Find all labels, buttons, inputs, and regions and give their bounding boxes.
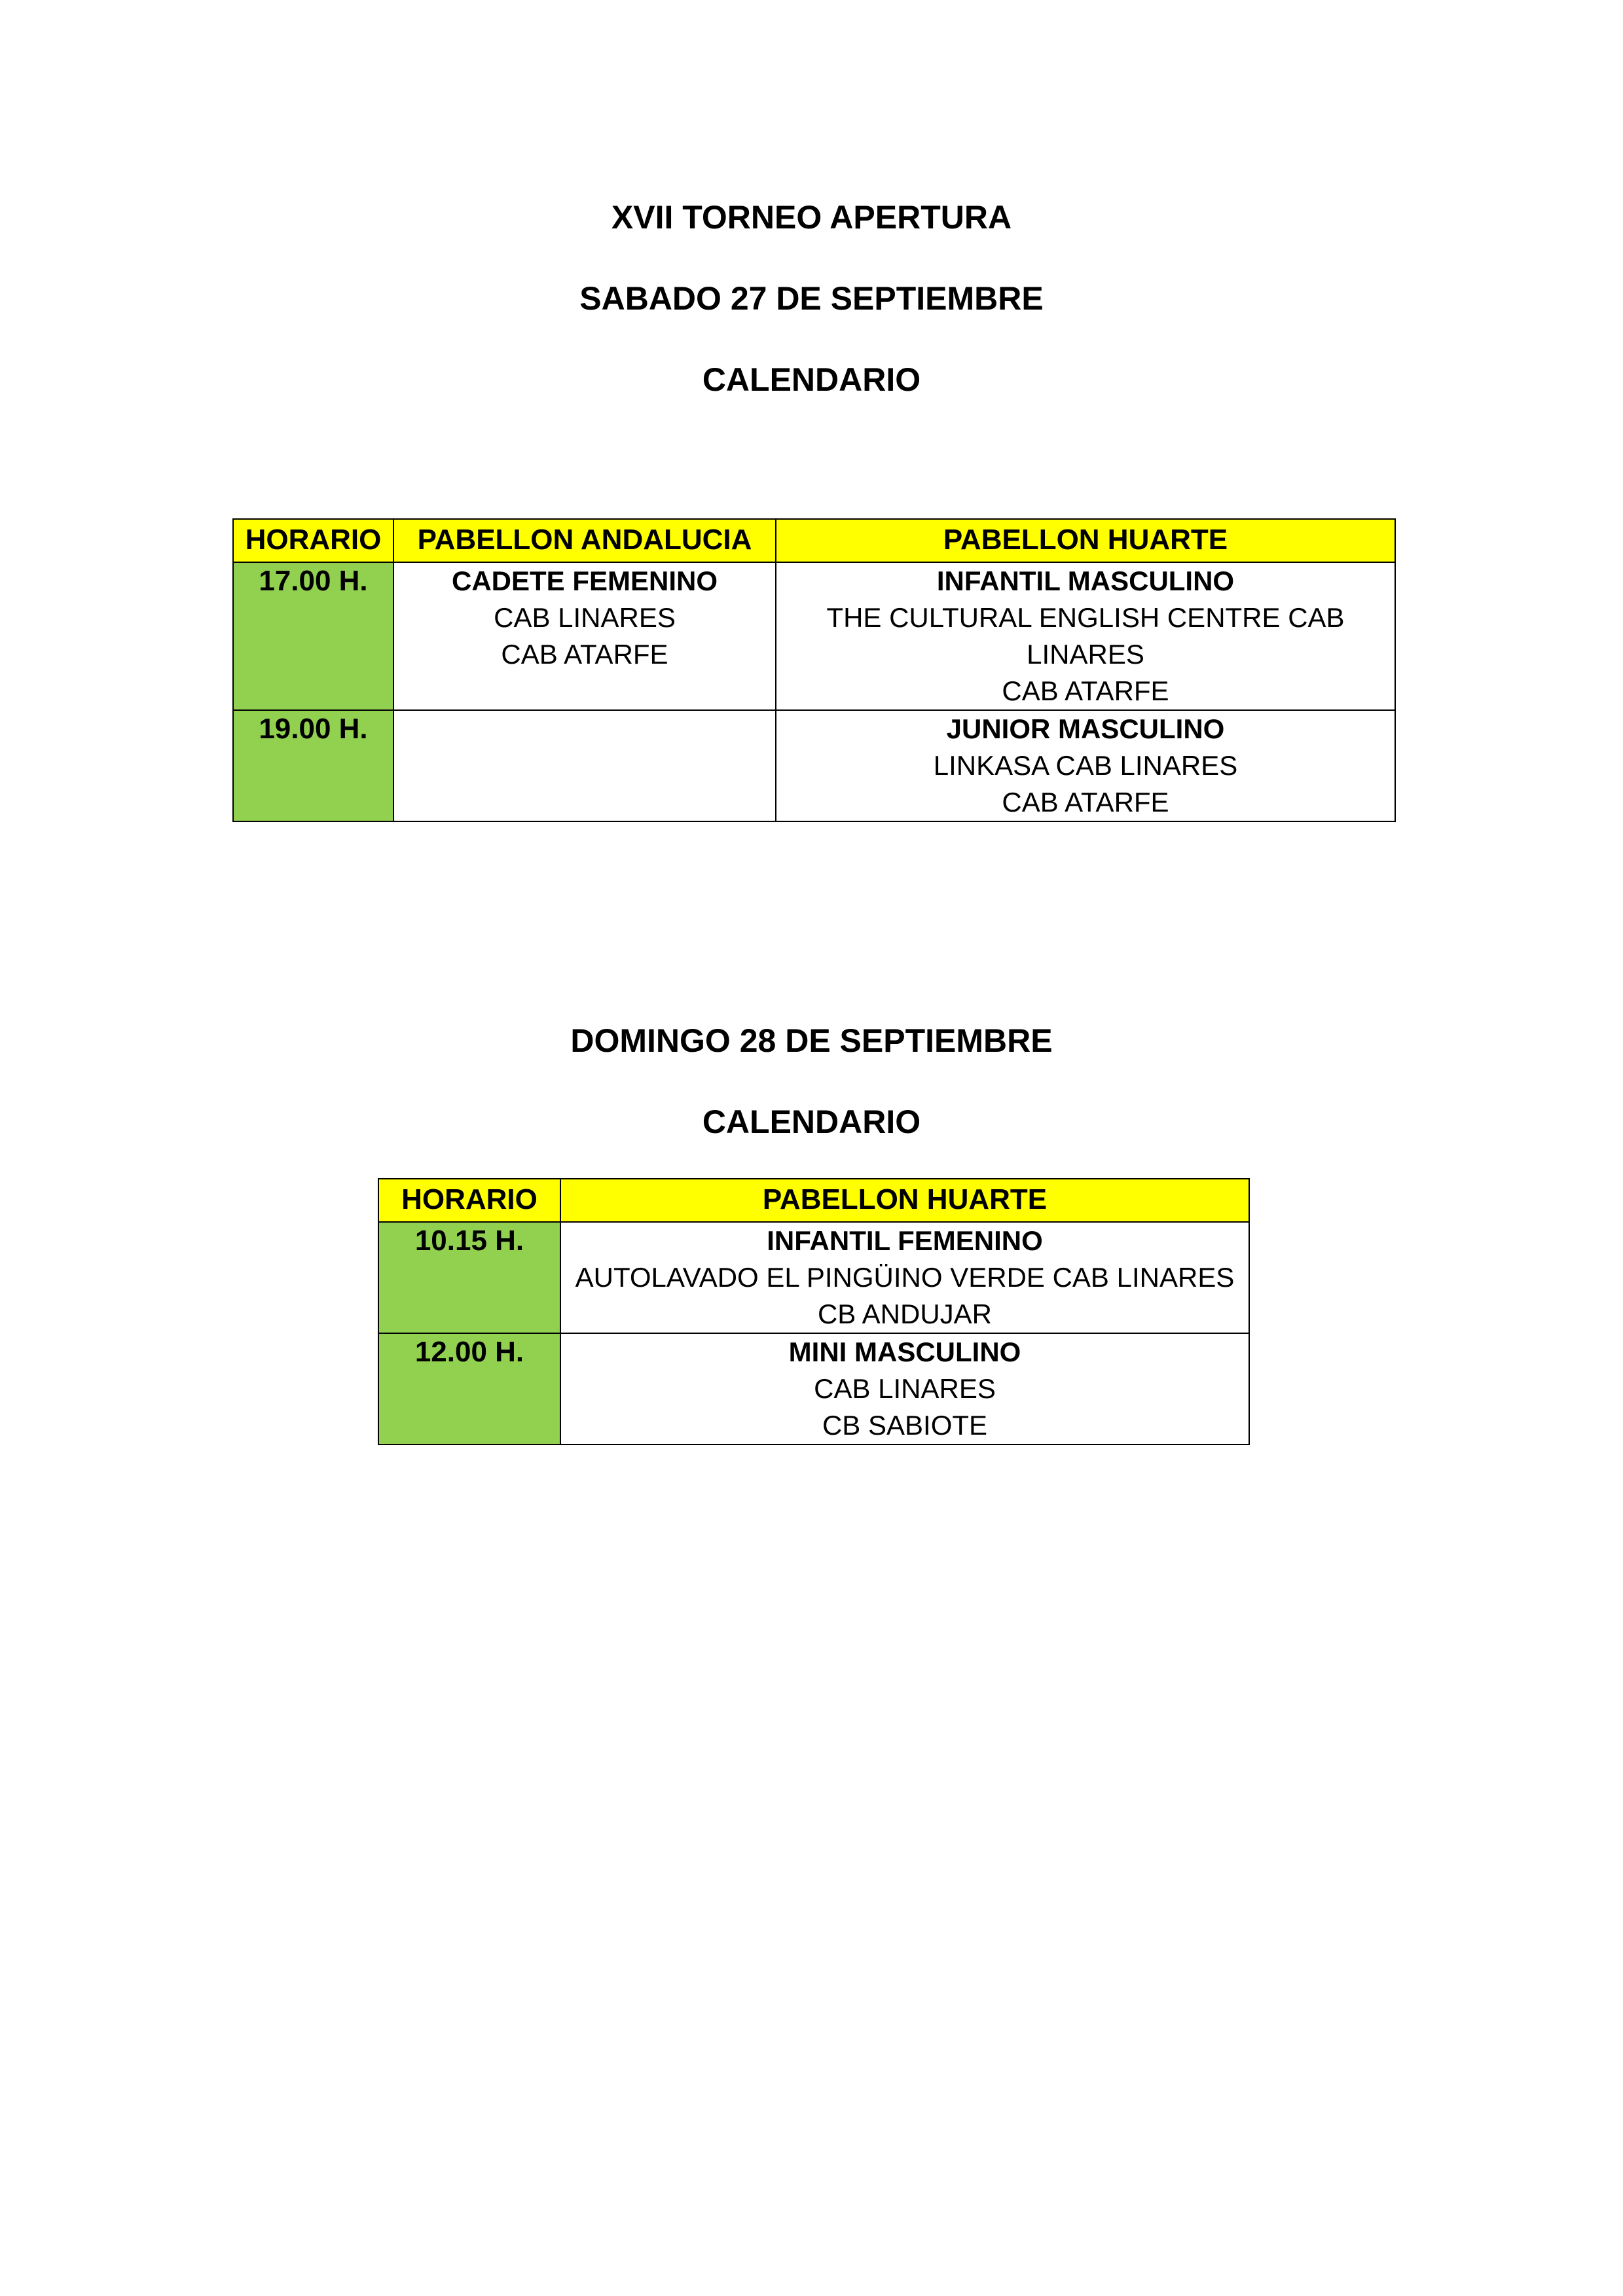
team-home: LINKASA CAB LINARES — [933, 750, 1238, 781]
header-horario: HORARIO — [233, 519, 393, 562]
day2-subtitle: CALENDARIO — [702, 1103, 921, 1140]
match-category: CADETE FEMENINO — [451, 565, 718, 596]
team-away: CB SABIOTE — [822, 1410, 988, 1441]
header-pabellon-huarte: PABELLON HUARTE — [560, 1179, 1249, 1222]
table-row — [378, 1222, 1249, 1333]
tournament-title: XVII TORNEO APERTURA — [611, 199, 1012, 236]
table-row — [233, 562, 1395, 710]
match-cell-huarte — [776, 710, 1395, 821]
time-cell: 12.00 H. — [378, 1333, 560, 1444]
team-away: CAB ATARFE — [1002, 675, 1169, 706]
day1-date: SABADO 27 DE SEPTIEMBRE — [579, 280, 1044, 317]
day2-schedule-table — [378, 1178, 1250, 1445]
team-home: CAB LINARES — [814, 1373, 996, 1404]
day2-date: DOMINGO 28 DE SEPTIEMBRE — [570, 1022, 1053, 1059]
team-away: CAB ATARFE — [501, 639, 668, 670]
team-home: THE CULTURAL ENGLISH CENTRE CAB LINARES — [826, 602, 1345, 670]
table-header-row — [378, 1179, 1249, 1222]
header-pabellon-huarte: PABELLON HUARTE — [776, 519, 1395, 562]
team-away: CB ANDUJAR — [817, 1299, 993, 1329]
match-cell-andalucia — [393, 710, 776, 821]
match-cell-huarte — [776, 562, 1395, 710]
match-category: INFANTIL MASCULINO — [936, 565, 1235, 596]
match-cell-huarte — [560, 1222, 1249, 1333]
match-category: JUNIOR MASCULINO — [946, 713, 1225, 744]
day1-schedule-table — [232, 518, 1396, 822]
match-category: MINI MASCULINO — [788, 1336, 1021, 1367]
header-horario: HORARIO — [378, 1179, 560, 1222]
match-cell-andalucia — [393, 562, 776, 710]
time-cell: 17.00 H. — [233, 562, 393, 710]
table-row — [233, 710, 1395, 821]
table-row — [378, 1333, 1249, 1444]
time-cell: 19.00 H. — [233, 710, 393, 821]
header-pabellon-andalucia: PABELLON ANDALUCIA — [393, 519, 776, 562]
team-home: CAB LINARES — [494, 602, 676, 633]
match-cell-huarte — [560, 1333, 1249, 1444]
team-home: AUTOLAVADO EL PINGÜINO VERDE CAB LINARES — [575, 1262, 1235, 1293]
match-category: INFANTIL FEMENINO — [767, 1225, 1043, 1256]
table-header-row — [233, 519, 1395, 562]
day1-subtitle: CALENDARIO — [702, 361, 921, 398]
time-cell: 10.15 H. — [378, 1222, 560, 1333]
team-away: CAB ATARFE — [1002, 787, 1169, 817]
